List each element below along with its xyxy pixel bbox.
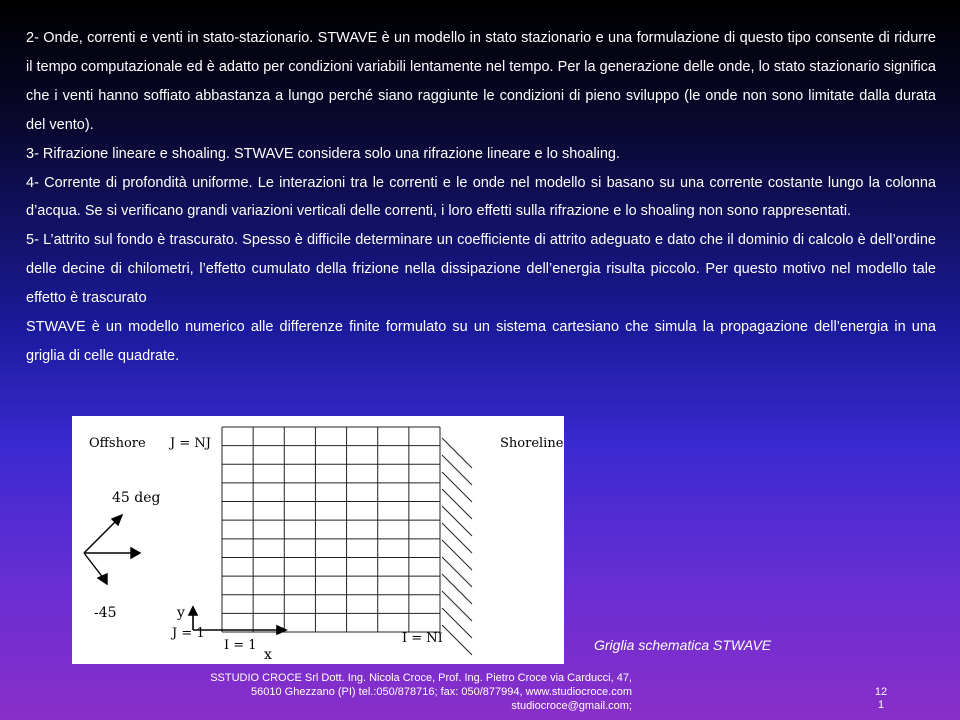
body-text [26, 24, 936, 371]
grid-diagram [72, 416, 564, 664]
shoreline-label: Shoreline [500, 436, 564, 451]
y-axis-arrow-head [189, 607, 197, 615]
shoreline-hatch-line [442, 591, 472, 621]
paragraph-onde: 2- Onde, correnti e venti in stato-stazionario. STWAVE è un modello in stato stazionario e una formulazione di questo tipo consente di ridurre il tempo computazionale ed è adatto per condizioni variabili lentamente nel tempo. Per la generazione delle onde, lo stato stazionario significa che i venti hanno soffiato abbastanza a lungo perché siano raggiunte le condizioni di pieno sviluppo (le onde non sono limitate dalla durata del vento). [26, 30, 936, 133]
shoreline-hatch-line [442, 506, 472, 536]
angle-minus-45-label: -45 [94, 605, 117, 621]
footer-contact [120, 671, 632, 713]
page-number-line1: 12 [874, 686, 888, 698]
y-axis-label: y [177, 605, 185, 621]
footer-line-address: 56010 Ghezzano (PI) tel.:050/878716; fax: 050/877994, www.studiocroce.com [251, 686, 632, 698]
shoreline-hatch-line [442, 557, 472, 587]
page-number [866, 686, 896, 712]
shoreline-hatch-line [442, 574, 472, 604]
page-number-line2: 1 [877, 699, 885, 711]
axis-arrows [189, 607, 286, 634]
shoreline-hatch-line [442, 438, 472, 468]
arrow-45-line [84, 519, 118, 553]
wave-direction-arrows [84, 515, 140, 584]
grid-lines [222, 427, 440, 632]
footer-line-company: SSTUDIO CROCE Srl Dott. Ing. Nicola Croce, Prof. Ing. Pietro Croce via Carducci, 47, [210, 672, 632, 684]
j-1-label: J = 1 [172, 626, 205, 641]
paragraph-rifrazione: 3- Rifrazione lineare e shoaling. STWAVE considera solo una rifrazione lineare e lo shoaling. [26, 145, 621, 162]
shoreline-hatch-line [442, 489, 472, 519]
shoreline-hatch-line [442, 455, 472, 485]
paragraph-attrito: 5- L’attrito sul fondo è trascurato. Spesso è difficile determinare un coefficiente di attrito adeguato e dato che il dominio di calcolo è dell’ordine delle decine di chilometri, l’effetto cumulato della frizione nella dissipazione dell’energia risulta piccolo. Per questo motivo nel modello tale effetto è trascurato [26, 232, 936, 307]
shoreline-hatch [442, 438, 472, 655]
i-1-label: I = 1 [224, 638, 257, 653]
j-nj-label: J = NJ [170, 436, 211, 451]
arrow-minus-45-line [84, 553, 104, 579]
paragraph-corrente: 4- Corrente di profondità uniforme. Le interazioni tra le correnti e le onde nel modello si basano su una corrente costante lungo la colonna d’acqua. Se si verificano grandi variazioni verticali delle correnti, i loro effetti sulla rifrazione e lo shoaling non sono rappresentati. [26, 174, 936, 220]
shoreline-hatch-line [442, 625, 472, 655]
footer-line-email: studiocroce@gmail.com; [511, 700, 632, 712]
shoreline-hatch-line [442, 472, 472, 502]
shoreline-hatch-line [442, 523, 472, 553]
angle-45-label: 45 deg [112, 490, 161, 506]
figure-caption: Griglia schematica STWAVE [594, 637, 772, 653]
i-ni-label: I = NI [402, 631, 443, 646]
paragraph-stwave: STWAVE è un modello numerico alle differenze finite formulato su un sistema cartesiano che simula la propagazione dell’energia in una griglia di celle quadrate. [26, 319, 936, 364]
arrow-minus-45-head [98, 574, 107, 584]
arrow-0-head [131, 548, 140, 558]
shoreline-hatch-line [442, 608, 472, 638]
offshore-label: Offshore [89, 436, 146, 451]
shoreline-hatch-line [442, 540, 472, 570]
x-axis-label: x [264, 647, 272, 663]
stwave-grid-figure [72, 416, 564, 664]
